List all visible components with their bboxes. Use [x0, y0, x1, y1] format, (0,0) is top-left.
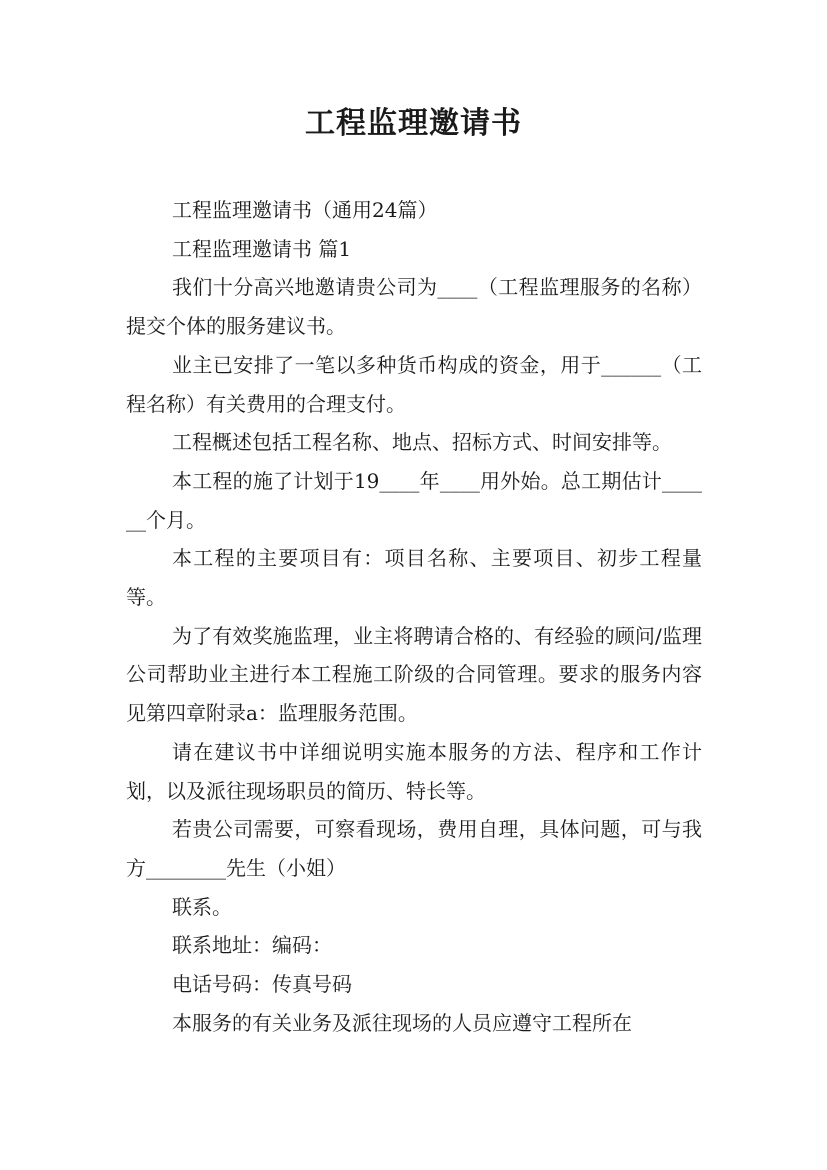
- paragraph: 若贵公司需要，可察看现场，费用自理，具体问题，可与我方________先生（小姐）: [126, 817, 702, 880]
- paragraph-section-heading: 工程监理邀请书 篇1: [172, 236, 352, 261]
- paragraph: 本工程的主要项目有：项目名称、主要项目、初步工程量等。: [126, 546, 702, 610]
- paragraph-contact-address: 联系地址：编码：: [172, 933, 332, 958]
- paragraph: 本工程的施了计划于19____年____用外始。总工期估计______个月。: [126, 468, 702, 532]
- document-body: [126, 191, 702, 1042]
- paragraph: 为了有效奖施监理，业主将聘请合格的、有经验的顾问/监理公司帮助业主进行本工程施工阶级的合同管理。要求的服务内容见第四章附录a：监理服务范围。: [126, 623, 702, 726]
- paragraph: 请在建议书中详细说明实施本服务的方法、程序和工作计划，以及派往现场职员的简历、特长等。: [126, 739, 702, 803]
- paragraph: 本服务的有关业务及派往现场的人员应遵守工程所在: [172, 1010, 632, 1035]
- paragraph: 联系。: [172, 894, 232, 919]
- document-title: 工程监理邀请书: [305, 106, 522, 141]
- paragraph: 业主已安排了一笔以多种货币构成的资金，用于______（工程名称）有关费用的合理支付。: [126, 352, 702, 416]
- paragraph-contact-phone: 电话号码：传真号码: [172, 972, 352, 997]
- paragraph: 我们十分高兴地邀请贵公司为____（工程监理服务的名称）提交个体的服务建议书。: [126, 275, 702, 339]
- paragraph-subtitle: 工程监理邀请书（通用24篇）: [172, 198, 438, 222]
- paragraph: 工程概述包括工程名称、地点、招标方式、时间安排等。: [172, 430, 672, 455]
